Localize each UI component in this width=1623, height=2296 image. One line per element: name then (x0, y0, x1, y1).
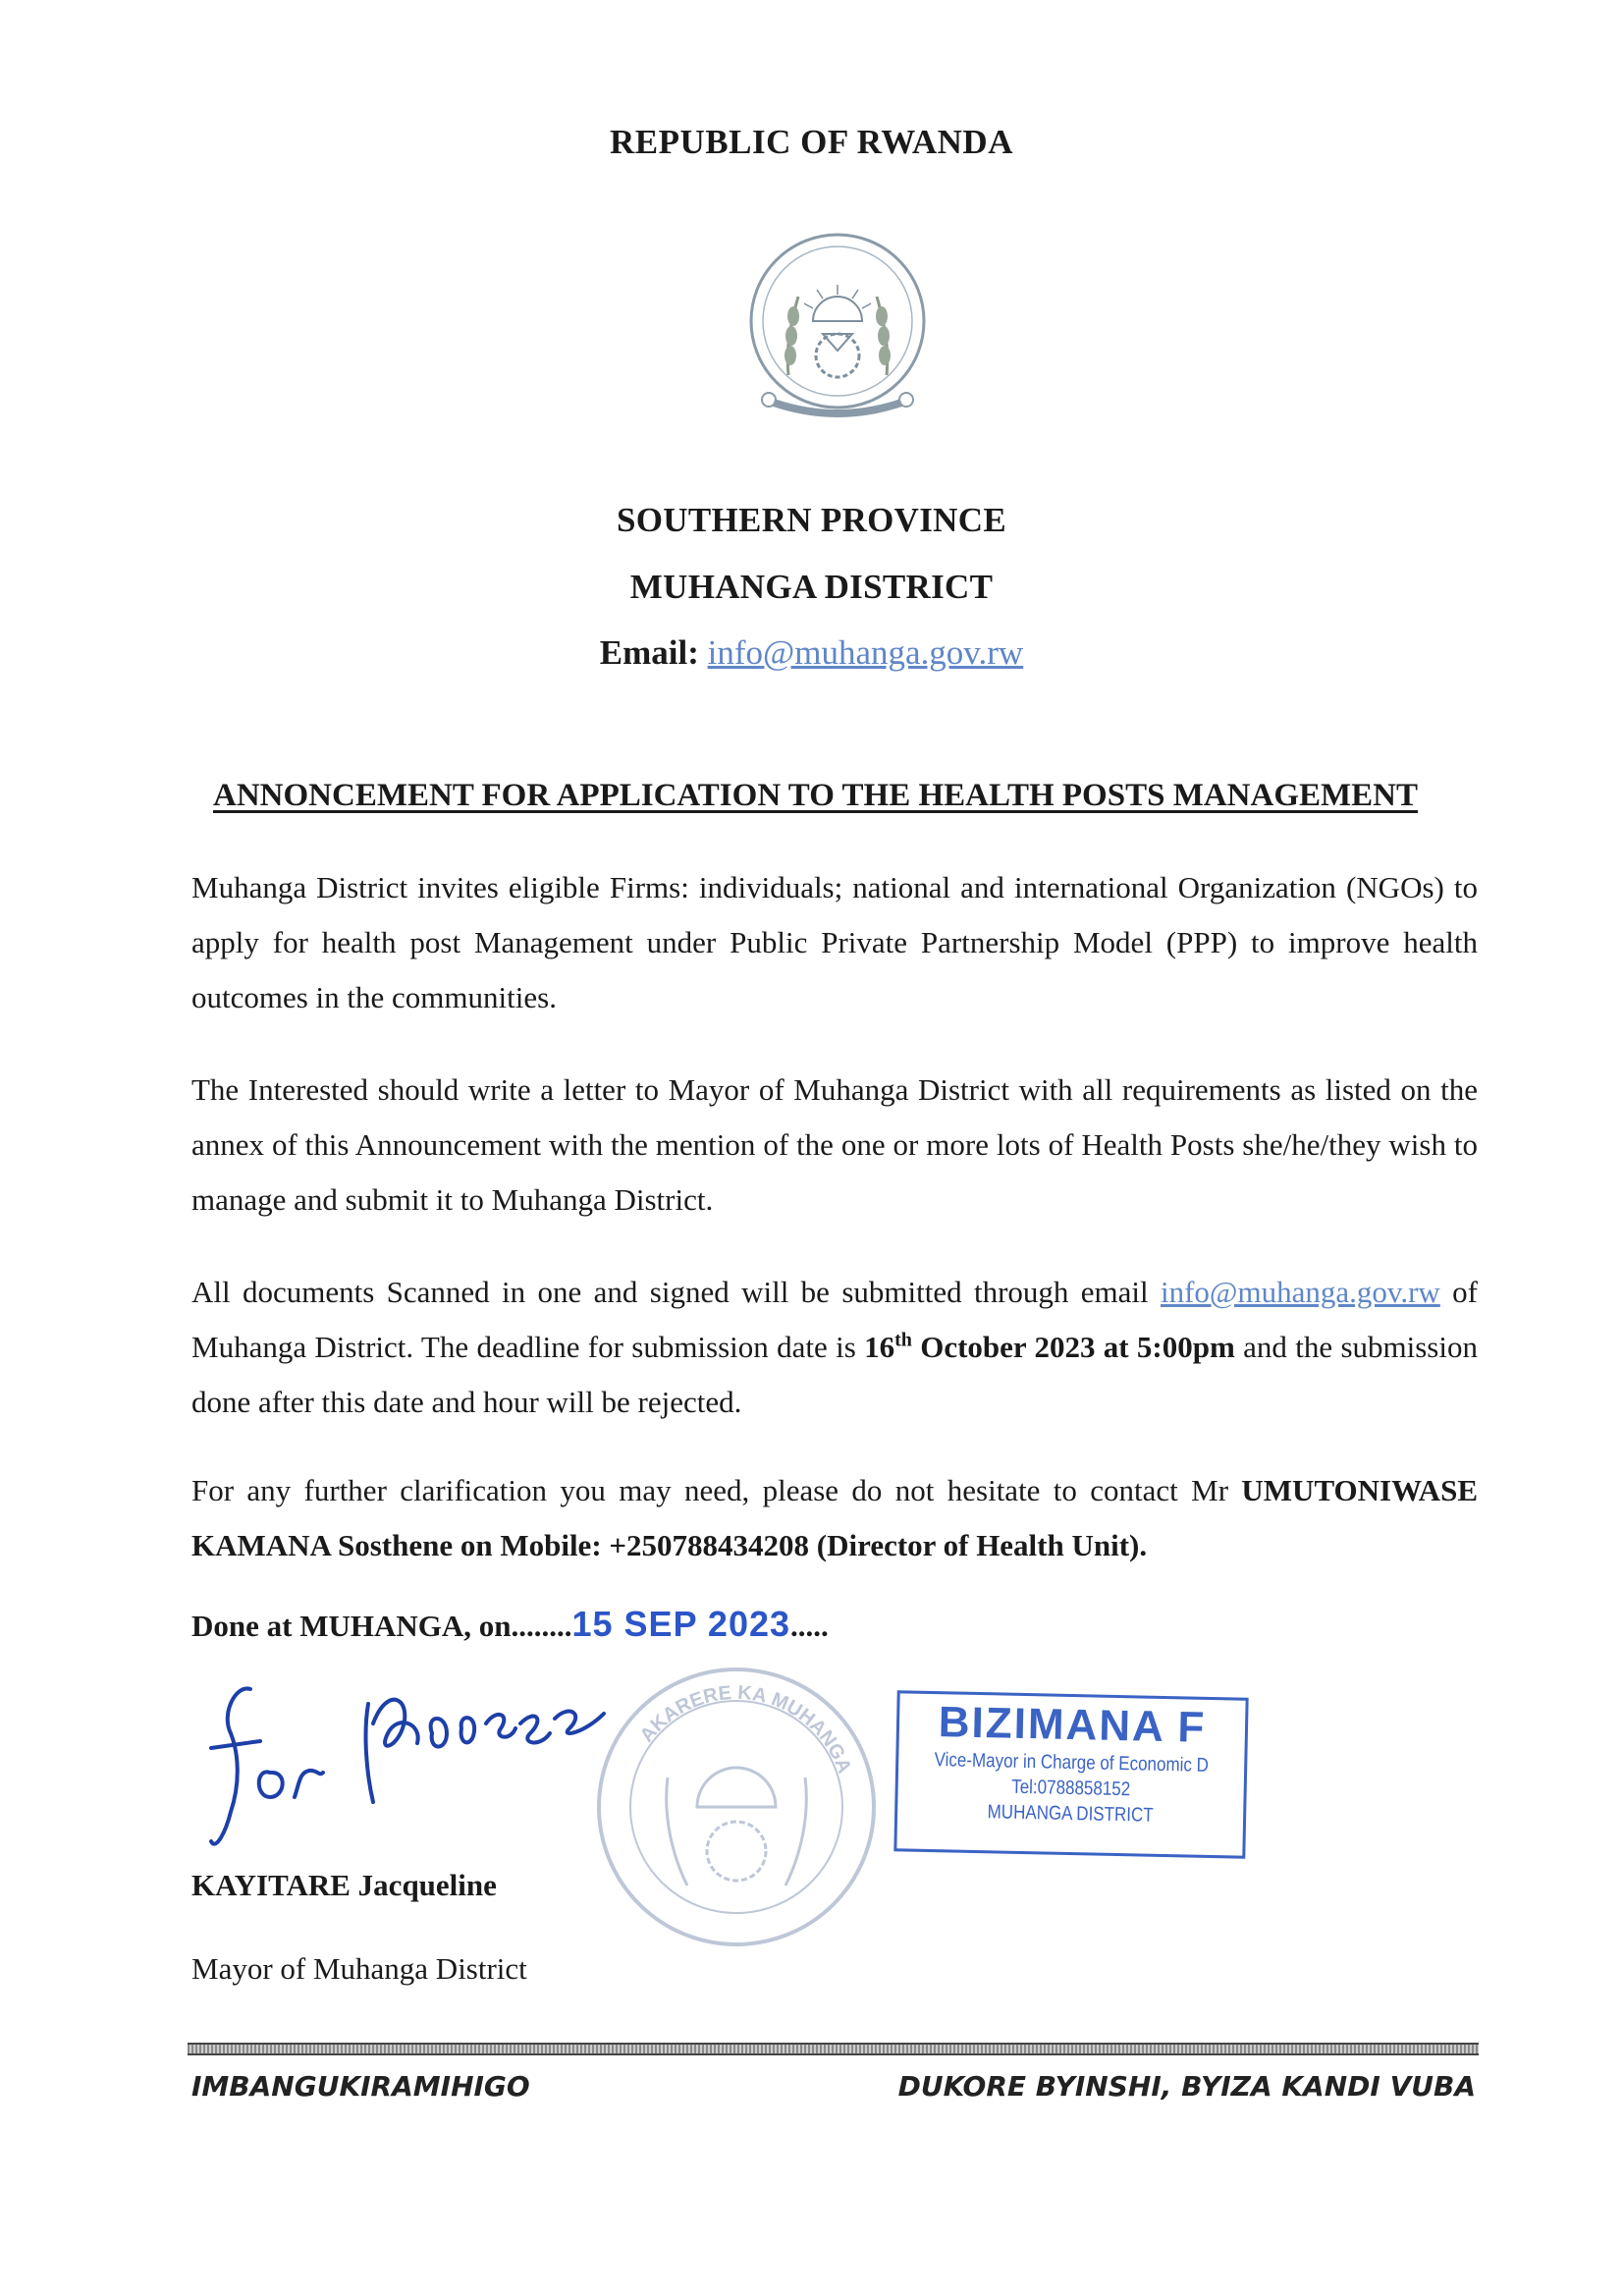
date-stamp: 15 SEP 2023 (571, 1604, 791, 1644)
paragraph-submission: All documents Scanned in one and signed will be submitted through email info@muhanga.gov.rw of Muhanga District. The deadline for submission date is 16th October 2023 at 5:00pm and the submission done after this date and hour will be rejected. (191, 1275, 1479, 1419)
email-label: Email: (599, 633, 699, 672)
signatory-name: KAYITARE Jacqueline (191, 1868, 497, 1902)
deadline: 16th October 2023 at 5:00pm (864, 1329, 1235, 1364)
stamp-tel: Tel:0788858152 (1010, 1776, 1131, 1801)
round-stamp-text: AKARERE KA MUHANGA (635, 1681, 856, 1777)
svg-text:AKARERE KA MUHANGA (636, 1682, 855, 1777)
email-link[interactable]: info@muhanga.gov.rw (707, 633, 1024, 672)
national-seal-logo (744, 228, 931, 429)
footer-divider (188, 2043, 1479, 2055)
paragraph-invitation: Muhanga District invites eligible Firms: individuals; national and international Organization (NGOs) to apply for health post Management under Public Private Partnership Model (PPP) to improve health outcomes in the communities. (191, 870, 1478, 1014)
paragraph-contact: For any further clarification you may need, please do not hesitate to contact Mr UMUTONIWASE KAMANA Sosthene on Mobile: +250788434208 (Director of Health Unit). (191, 1473, 1478, 1562)
district-round-stamp (589, 1660, 884, 1954)
submission-email-link[interactable]: info@muhanga.gov.rw (1161, 1275, 1440, 1309)
email-line (0, 633, 1623, 673)
district-heading: MUHANGA DISTRICT (629, 568, 994, 606)
done-at-line: Done at MUHANGA, on........15 SEP 2023..... (191, 1604, 829, 1644)
footer-motto-right: DUKORE BYINSHI, BYIZA KANDI VUBA (897, 2070, 1476, 2103)
province-heading: SOUTHERN PROVINCE (617, 501, 1006, 539)
contact-person: UMUTONIWASE KAMANA Sosthene on Mobile: +250788434208 (Director of Health Unit). (191, 1473, 1478, 1562)
stamp-name: BIZIMANA F (938, 1698, 1207, 1752)
signatory-title: Mayor of Muhanga District (191, 1951, 527, 1986)
stamp-role: Vice-Mayor in Charge of Economic D (934, 1749, 1210, 1777)
paragraph-requirements: The Interested should write a letter to Mayor of Muhanga District with all requirements as listed on the annex of this Announcement with the mention of the one or more lots of Health Posts she/he/they wish to manage and submit it to Muhanga District. (191, 1072, 1478, 1217)
vice-mayor-stamp (893, 1690, 1248, 1858)
country-heading: REPUBLIC OF RWANDA (610, 123, 1013, 161)
stamp-district: MUHANGA DISTRICT (987, 1801, 1154, 1827)
footer-motto-left: IMBANGUKIRAMIHIGO (191, 2070, 530, 2103)
announcement-title: ANNONCEMENT FOR APPLICATION TO THE HEALTH POSTS MANAGEMENT (213, 778, 1419, 813)
handwritten-signature (201, 1674, 633, 1861)
